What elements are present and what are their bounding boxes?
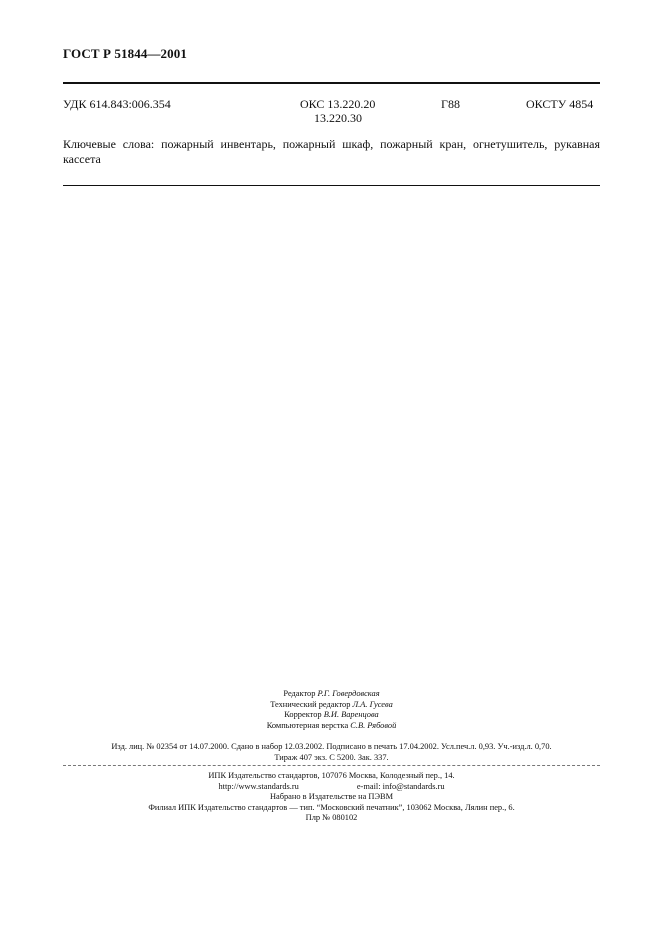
license-number: Плр № 080102 bbox=[305, 813, 358, 822]
keywords-text: Ключевые слова: пожарный инвентарь, пожарный шкаф, пожарный кран, огнетушитель, рукавная кассета bbox=[63, 137, 600, 166]
publisher-block bbox=[63, 771, 600, 824]
print-info-block bbox=[63, 742, 600, 763]
typeset-note: Набрано в Издательстве на ПЭВМ bbox=[269, 792, 394, 801]
udk-code: УДК 614.843:006.354 bbox=[63, 97, 171, 111]
okstu-code: ОКСТУ 4854 bbox=[526, 97, 594, 111]
oks-code-1: ОКС 13.220.20 bbox=[300, 97, 376, 111]
corrector-role: Корректор bbox=[284, 710, 322, 719]
publisher-contacts bbox=[63, 782, 600, 793]
printing-branch: Филиал ИПК Издательство стандартов — тип. “Московский печатник”, 103062 Москва, Лялин пер., 6. bbox=[148, 802, 515, 812]
oks-code-2: 13.220.30 bbox=[314, 111, 362, 125]
document-code: ГОСТ Р 51844—2001 bbox=[63, 46, 187, 61]
publisher-email: e-mail: info@standards.ru bbox=[356, 781, 445, 791]
tech-editor-role: Технический редактор bbox=[270, 699, 351, 709]
oks-codes bbox=[300, 97, 375, 125]
layout-line bbox=[63, 721, 600, 732]
keywords-rule bbox=[63, 185, 600, 186]
editor-role: Редактор bbox=[283, 689, 316, 698]
publisher-website: http://www.standards.ru bbox=[218, 781, 299, 791]
tech-editor-line bbox=[63, 700, 600, 711]
tech-editor-name: Л.А. Гусева bbox=[352, 699, 393, 709]
group-code: Г88 bbox=[441, 97, 460, 111]
corrector-line bbox=[63, 710, 600, 721]
print-info-line-1: Изд. лиц. № 02354 от 14.07.2000. Сдано в набор 12.03.2002. Подписано в печать 17.04.2002. Усл.печ.л. 0,93. Уч.-изд.л. 0,70. bbox=[111, 742, 552, 751]
layout-role: Компьютерная верстка bbox=[266, 720, 349, 730]
editor-line bbox=[63, 689, 600, 700]
print-info-line-2: Тираж 407 экз. С 5200. Зак. 337. bbox=[274, 752, 389, 762]
header-rule bbox=[63, 82, 600, 84]
editor-name: Р.Г. Говердовская bbox=[317, 689, 380, 698]
imprint-divider bbox=[63, 765, 600, 766]
imprint-block bbox=[63, 689, 600, 731]
corrector-name: В.И. Варенцова bbox=[323, 710, 379, 719]
layout-name: С.В. Рябовой bbox=[350, 720, 397, 730]
publisher-address: ИПК Издательство стандартов, 107076 Москва, Колодезный пер., 14. bbox=[208, 771, 455, 780]
